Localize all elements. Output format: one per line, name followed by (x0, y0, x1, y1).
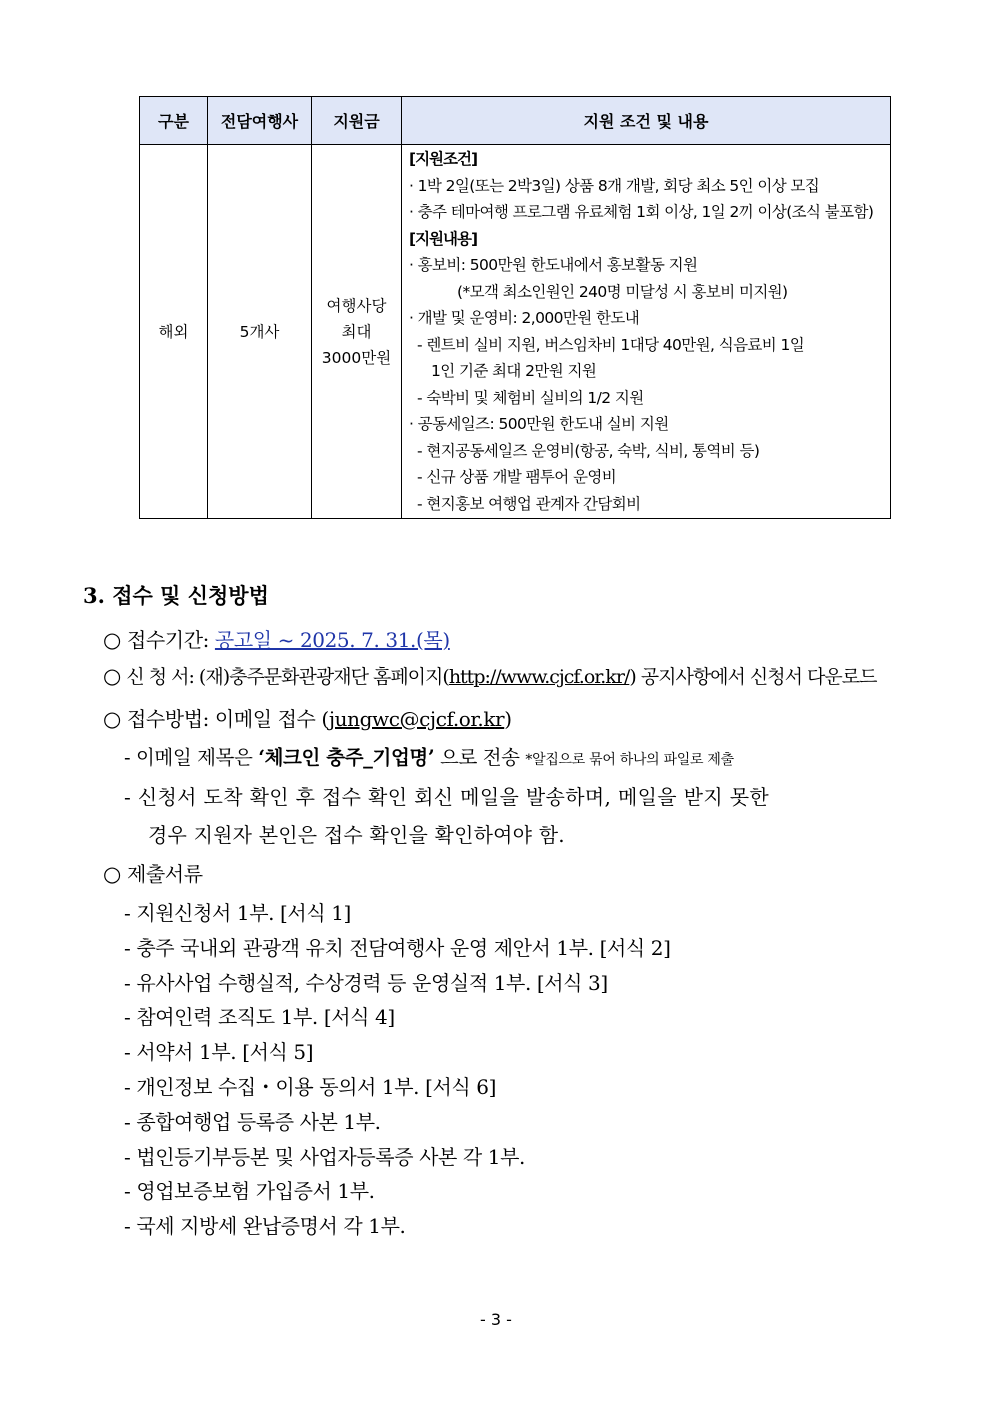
subject-note: *알집으로 묶어 하나의 파일로 제출 (525, 752, 734, 768)
list-item: - 유사사업 수행실적, 수상경력 등 운영실적 1부. [서식 3] (124, 971, 608, 995)
email-link[interactable]: jungwc@cjcf.or.kr (328, 707, 505, 731)
condition-line: (*모객 최소인원인 240명 미달성 시 홍보비 미지원) (457, 282, 788, 301)
grant-line-1: 여행사당 (326, 296, 387, 315)
condition-line: 1인 기준 최대 2만원 지원 (431, 362, 597, 380)
cell-grant (312, 145, 402, 519)
condition-line: · 공동세일즈: 500만원 한도내 실비 지원 (409, 415, 669, 433)
header-category: 구분 (140, 97, 208, 145)
circle-bullet: ○ (103, 664, 121, 688)
list-item: - 서약서 1부. [서식 5] (124, 1040, 314, 1064)
form-text-after: ) 공지사항에서 신청서 다운로드 (629, 666, 877, 688)
subject-row (124, 742, 734, 770)
list-item: - 국세 지방세 완납증명서 각 1부. (124, 1214, 406, 1238)
condition-line: · 충주 테마여행 프로그램 유료체험 1회 이상, 1일 2끼 이상(조식 불포함) (409, 203, 874, 221)
condition-line: [지원조건] (409, 150, 478, 168)
condition-line: · 1박 2일(또는 2박3일) 상품 8개 개발, 회당 최소 5인 이상 모집 (409, 176, 820, 195)
list-item: - 참여인력 조직도 1부. [서식 4] (124, 1005, 395, 1029)
list-item: - 개인정보 수집・이용 동의서 1부. [서식 6] (124, 1075, 496, 1099)
header-grant: 지원금 (312, 97, 402, 145)
method-label: 접수방법: (126, 707, 215, 731)
page-number: - 3 - (480, 1310, 512, 1329)
form-label: 신 청 서: (126, 666, 199, 688)
homepage-link[interactable]: http://www.cjcf.or.kr/ (448, 666, 630, 688)
cell-agencies: 5개사 (208, 145, 312, 519)
list-item: - 영업보증보험 가입증서 1부. (124, 1179, 375, 1203)
form-row (103, 662, 876, 689)
header-agency: 전담여행사 (208, 97, 312, 145)
circle-bullet: ○ (103, 707, 121, 731)
period-label: 접수기간: (126, 628, 215, 652)
form-text-before: (재)충주문화관광재단 홈페이지( (198, 666, 449, 688)
list-item: - 종합여행업 등록증 사본 1부. (124, 1110, 381, 1134)
circle-bullet: ○ (103, 862, 121, 886)
period-value: 공고일 ~ 2025. 7. 31.(목) (214, 628, 450, 652)
subject-bold: ‘체크인 충주_기업명’ (258, 746, 435, 769)
grant-line-3: 3000만원 (321, 348, 392, 367)
period-row (103, 624, 450, 653)
support-table (139, 96, 891, 519)
subject-after: 으로 전송 (434, 746, 526, 769)
method-text-before: 이메일 접수 ( (214, 707, 329, 731)
condition-line: · 개발 및 운영비: 2,000만원 한도내 (409, 309, 640, 327)
confirm-line-1: - 신청서 도착 확인 후 접수 확인 회신 메일을 발송하며, 메일을 받지 못한 (124, 785, 770, 809)
confirm-line-2: 경우 지원자 본인은 접수 확인을 확인하여야 함. (148, 823, 565, 847)
condition-line: - 현지공동세일즈 운영비(항공, 숙박, 식비, 통역비 등) (417, 441, 760, 460)
list-item: - 충주 국내외 관광객 유치 전담여행사 운영 제안서 1부. [서식 2] (124, 936, 671, 960)
cell-region: 해외 (140, 145, 208, 519)
list-item: - 지원신청서 1부. [서식 1] (124, 901, 351, 925)
condition-line: - 현지홍보 여행업 관계자 간담회비 (417, 494, 641, 513)
condition-line: - 렌트비 실비 지원, 버스임차비 1대당 40만원, 식음료비 1일 (417, 335, 805, 354)
header-conditions: 지원 조건 및 내용 (402, 97, 891, 145)
condition-line: - 신규 상품 개발 팸투어 운영비 (417, 468, 617, 486)
condition-line: - 숙박비 및 체험비 실비의 1/2 지원 (417, 388, 644, 407)
list-item: - 법인등기부등본 및 사업자등록증 사본 각 1부. (124, 1145, 525, 1169)
table-header-row (140, 97, 891, 145)
method-row (103, 703, 512, 732)
docs-row (103, 858, 203, 887)
cell-conditions (402, 145, 891, 519)
method-text-after: ) (504, 707, 512, 731)
grant-line-2: 최대 (341, 322, 372, 341)
condition-line: · 홍보비: 500만원 한도내에서 홍보활동 지원 (409, 256, 698, 274)
section-title: 3. 접수 및 신청방법 (83, 583, 269, 608)
subject-before: - 이메일 제목은 (124, 746, 259, 769)
condition-line: [지원내용] (409, 229, 478, 248)
circle-bullet: ○ (103, 628, 121, 652)
table-row (140, 145, 891, 519)
docs-label: 제출서류 (126, 862, 203, 886)
